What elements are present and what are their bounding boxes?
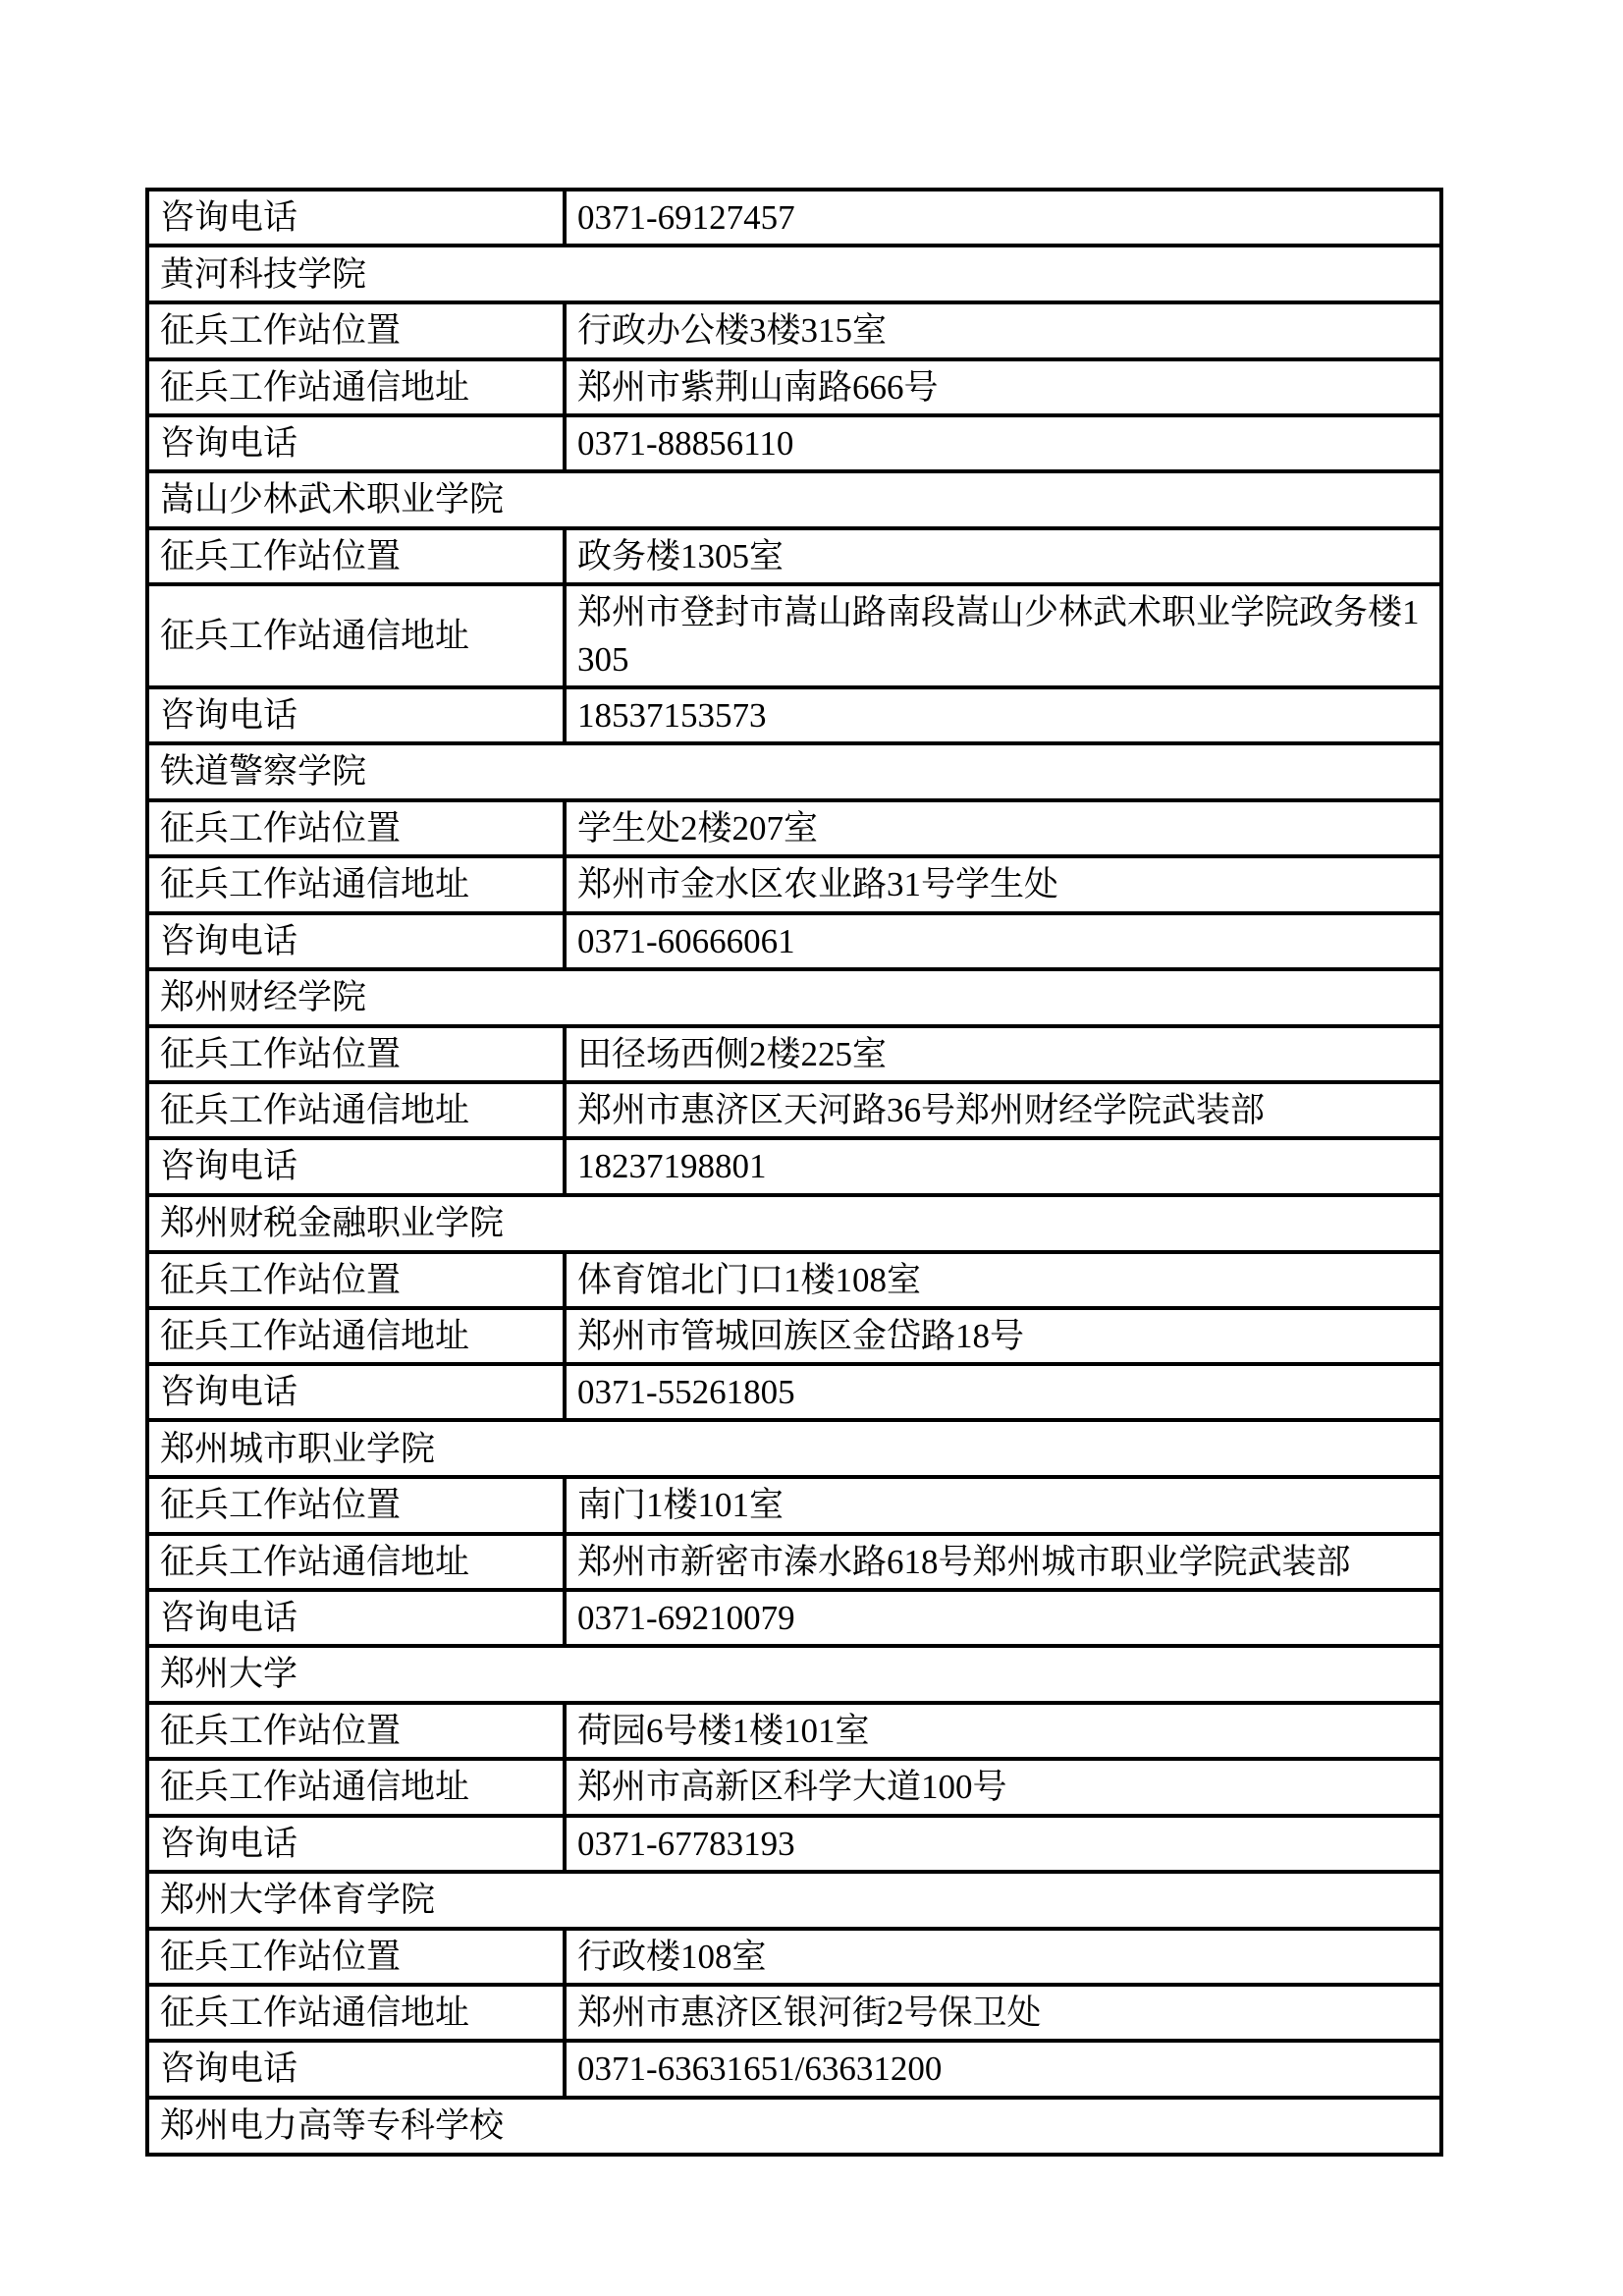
school-header-row [147,2098,1441,2155]
field-value: 18537153573 [565,687,1441,743]
field-value: 郑州市惠济区银河街2号保卫处 [565,1985,1441,2041]
field-value: 0371-69127457 [565,190,1441,246]
field-label: 征兵工作站位置 [147,1703,565,1759]
field-value: 18237198801 [565,1138,1441,1194]
school-header-row [147,1420,1441,1477]
field-row [147,1026,1441,1082]
field-label: 征兵工作站位置 [147,1026,565,1082]
field-row [147,856,1441,912]
field-value: 荷园6号楼1楼101室 [565,1703,1441,1759]
field-label: 征兵工作站位置 [147,1477,565,1533]
field-row [147,1082,1441,1138]
school-name: 郑州电力高等专科学校 [147,2098,1441,2155]
field-value: 行政办公楼3楼315室 [565,302,1441,358]
field-label: 咨询电话 [147,1590,565,1646]
field-row [147,1534,1441,1590]
field-label: 咨询电话 [147,687,565,743]
field-row [147,2041,1441,2097]
field-row [147,1590,1441,1646]
field-row [147,1703,1441,1759]
school-header-row [147,246,1441,302]
field-label: 征兵工作站位置 [147,528,565,584]
school-name: 郑州大学体育学院 [147,1872,1441,1929]
field-row [147,1308,1441,1364]
field-label: 征兵工作站位置 [147,302,565,358]
school-name: 郑州财经学院 [147,969,1441,1026]
field-label: 征兵工作站通信地址 [147,584,565,687]
field-row [147,359,1441,415]
field-label: 征兵工作站通信地址 [147,1985,565,2041]
field-row [147,415,1441,471]
field-label: 咨询电话 [147,1138,565,1194]
field-value: 南门1楼101室 [565,1477,1441,1533]
field-row [147,1252,1441,1308]
enlistment-station-table [145,188,1443,2157]
school-header-row [147,1646,1441,1703]
field-row [147,1477,1441,1533]
field-row [147,1759,1441,1815]
school-header-row [147,743,1441,800]
field-value: 体育馆北门口1楼108室 [565,1252,1441,1308]
field-label: 征兵工作站通信地址 [147,1534,565,1590]
field-value: 郑州市惠济区天河路36号郑州财经学院武装部 [565,1082,1441,1138]
field-value: 0371-55261805 [565,1364,1441,1420]
field-value: 0371-60666061 [565,913,1441,969]
school-header-row [147,969,1441,1026]
field-value: 郑州市新密市溱水路618号郑州城市职业学院武装部 [565,1534,1441,1590]
school-name: 嵩山少林武术职业学院 [147,471,1441,528]
school-name: 郑州城市职业学院 [147,1420,1441,1477]
table-body [147,190,1441,2155]
field-value: 郑州市高新区科学大道100号 [565,1759,1441,1815]
field-label: 咨询电话 [147,913,565,969]
school-name: 郑州财税金融职业学院 [147,1195,1441,1252]
field-label: 征兵工作站通信地址 [147,1308,565,1364]
field-row [147,913,1441,969]
field-value: 郑州市紫荆山南路666号 [565,359,1441,415]
field-value: 郑州市金水区农业路31号学生处 [565,856,1441,912]
field-row [147,302,1441,358]
field-value: 郑州市登封市嵩山路南段嵩山少林武术职业学院政务楼1305 [565,584,1441,687]
field-label: 征兵工作站通信地址 [147,856,565,912]
field-label: 征兵工作站通信地址 [147,1759,565,1815]
field-row [147,1816,1441,1872]
field-row [147,1985,1441,2041]
school-name: 黄河科技学院 [147,246,1441,302]
field-row [147,1364,1441,1420]
field-value: 郑州市管城回族区金岱路18号 [565,1308,1441,1364]
school-header-row [147,471,1441,528]
field-label: 征兵工作站位置 [147,800,565,856]
field-value: 田径场西侧2楼225室 [565,1026,1441,1082]
field-value: 0371-88856110 [565,415,1441,471]
school-name: 铁道警察学院 [147,743,1441,800]
field-label: 咨询电话 [147,2041,565,2097]
field-row [147,800,1441,856]
field-label: 征兵工作站位置 [147,1929,565,1985]
field-label: 征兵工作站通信地址 [147,1082,565,1138]
field-label: 咨询电话 [147,1816,565,1872]
school-header-row [147,1195,1441,1252]
field-row [147,687,1441,743]
field-row [147,190,1441,246]
field-label: 咨询电话 [147,415,565,471]
field-row [147,1929,1441,1985]
field-value: 0371-63631651/63631200 [565,2041,1441,2097]
field-value: 行政楼108室 [565,1929,1441,1985]
field-row [147,528,1441,584]
field-label: 咨询电话 [147,1364,565,1420]
field-value: 政务楼1305室 [565,528,1441,584]
school-header-row [147,1872,1441,1929]
field-value: 学生处2楼207室 [565,800,1441,856]
field-value: 0371-67783193 [565,1816,1441,1872]
field-value: 0371-69210079 [565,1590,1441,1646]
field-label: 征兵工作站通信地址 [147,359,565,415]
field-label: 征兵工作站位置 [147,1252,565,1308]
school-name: 郑州大学 [147,1646,1441,1703]
field-row [147,584,1441,687]
field-row [147,1138,1441,1194]
field-label: 咨询电话 [147,190,565,246]
